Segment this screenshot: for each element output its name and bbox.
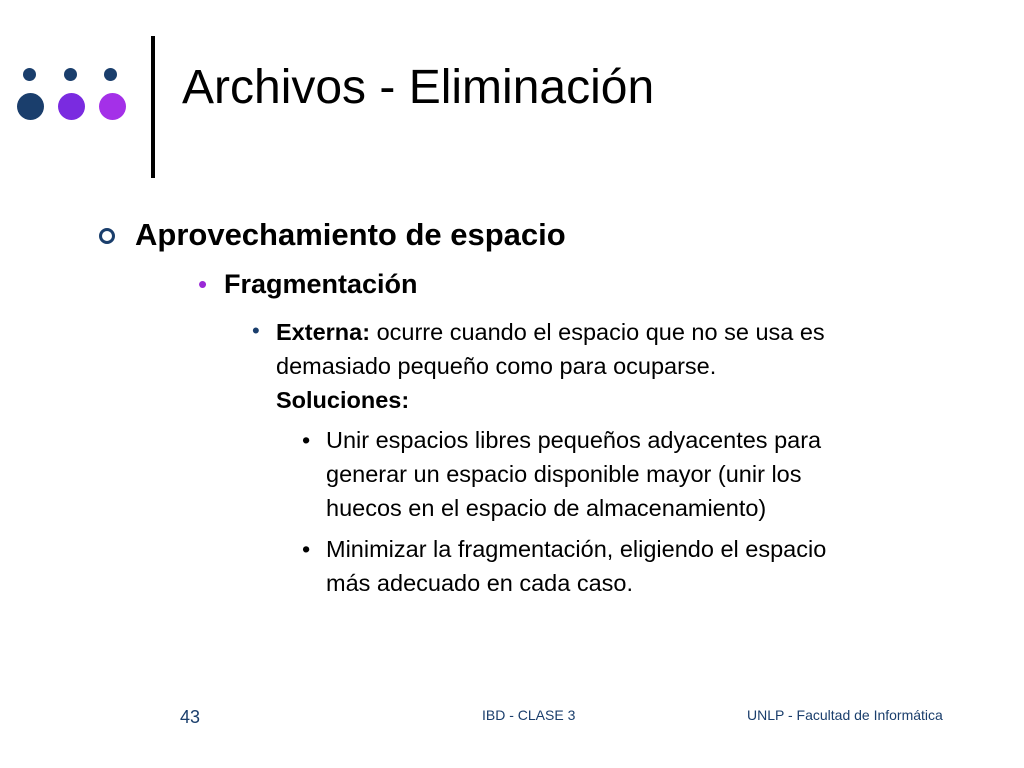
level4-item-1-line2: generar un espacio disponible mayor (unir los <box>326 461 802 487</box>
bullet-icon: • <box>302 427 311 453</box>
decor-dot-small-3 <box>104 68 117 81</box>
footer-course: IBD - CLASE 3 <box>482 707 576 723</box>
level3-paragraph <box>276 315 976 417</box>
footer-institution: UNLP - Facultad de Informática <box>747 707 943 723</box>
level3-label: Externa: <box>276 319 371 345</box>
level1-heading: Aprovechamiento de espacio <box>135 217 566 252</box>
title-divider <box>151 36 155 178</box>
level4-item-1-line1: Unir espacios libres pequeños adyacentes para <box>326 427 822 453</box>
level3-line2: demasiado pequeño como para ocuparse. <box>276 353 717 379</box>
level4-item-1 <box>326 423 986 525</box>
decor-dot-small-2 <box>64 68 77 81</box>
decor-dot-small-1 <box>23 68 36 81</box>
level4-item-2-line1: Minimizar la fragmentación, eligiendo el espacio <box>326 536 827 562</box>
decor-dot-violet <box>99 93 126 120</box>
page-number: 43 <box>180 707 201 727</box>
level4-item-2-line2: más adecuado en cada caso. <box>326 570 634 596</box>
bullet-icon: • <box>302 536 311 562</box>
level4-item-1-line3: huecos en el espacio de almacenamiento) <box>326 495 767 521</box>
ring-bullet-icon <box>99 228 115 244</box>
slide-title: Archivos - Eliminación <box>182 61 655 114</box>
purple-bullet-icon: • <box>198 269 208 299</box>
decor-dot-purple <box>58 93 85 120</box>
level3-line3: Soluciones: <box>276 387 410 413</box>
level2-heading: Fragmentación <box>224 269 418 299</box>
level3-line1: ocurre cuando el espacio que no se usa es <box>370 319 825 345</box>
navy-bullet-icon: • <box>252 318 260 343</box>
decor-dot-navy <box>17 93 44 120</box>
level4-item-2 <box>326 532 986 600</box>
